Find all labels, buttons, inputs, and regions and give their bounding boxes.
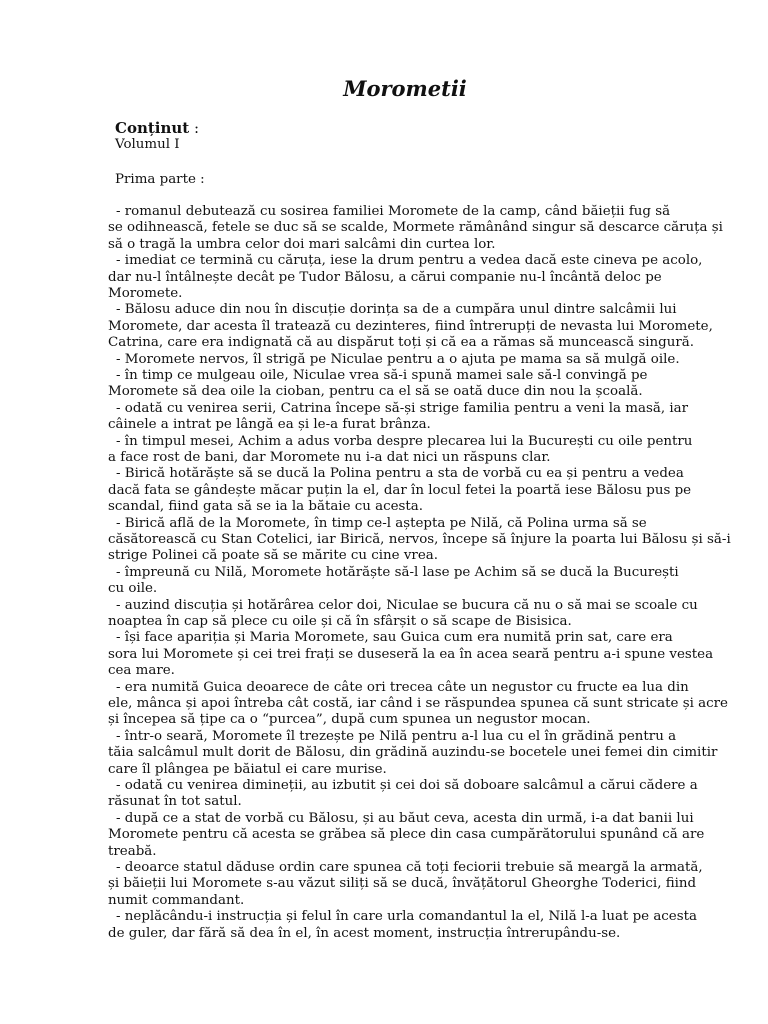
text-line: strige Polinei că poate să se mărite cu cine vrea.: [108, 548, 438, 564]
text-line: - Moromete nervos, îl strigă pe Niculae pentru a o ajuta pe mama sa să mulgă oile.: [116, 351, 680, 367]
text-line: Moromete, dar acesta îl tratează cu dezinteres, fiind întrerupți de nevasta lui Moromete,: [108, 318, 713, 334]
text-line: - împreună cu Nilă, Moromete hotărăște să-l lase pe Achim să se ducă la București: [116, 564, 679, 580]
text-line: - imediat ce termină cu căruța, iese la drum pentru a vedea dacă este cineva pe acolo,: [116, 253, 703, 269]
text-line: Moromete pentru că acesta se grăbea să plece din casa cumpărătorului spunând că are: [108, 827, 705, 843]
text-line: - în timp ce mulgeau oile, Niculae vrea să-i spună mamei sale să-l convingă pe: [116, 368, 648, 383]
text-line: de guler, dar fără să dea în el, în acest moment, instrucția întrerupându-se.: [108, 925, 621, 941]
text-line: scandal, fiind gata să se ia la bătaie cu acesta.: [108, 499, 424, 515]
text-line: care îl plângea pe băiatul ei care murise.: [108, 761, 387, 777]
text-line: și băieții lui Moromete s-au văzut siliți să se ducă, învățătorul Gheorghe Toderici, fiind: [108, 876, 697, 892]
text-line: - Birică hotărăște să se ducă la Polina pentru a sta de vorbă cu ea și pentru a vedea: [116, 466, 684, 482]
text-line: - își face apariția și Maria Moromete, sau Guica cum era numită prin sat, care era: [116, 630, 673, 646]
text-line: tăia salcâmul mult dorit de Bălosu, din grădină auzindu-se bocetele unei femei din cimitir: [108, 745, 718, 761]
text-line: treabă.: [108, 843, 157, 859]
text-line: și începea să țipe ca o “purcea”, după cum spunea un negustor mocan.: [108, 712, 591, 728]
text-line: numit commandant.: [108, 892, 245, 908]
text-line: se odihnească, fetele se duc să se scalde, Mormete rămânând singur să descarce căruța și: [108, 220, 723, 236]
text-line: dacă fata se gândește măcar puțin la el, dar în locul fetei la poartă iese Bălosu pus pe: [108, 482, 692, 498]
text-line: - Bălosu aduce din nou în discuție dorința sa de a cumpăra unul dintre salcâmii lui: [116, 302, 677, 318]
text-line: ele, mânca și apoi întreba cât costă, iar când i se răspundea spunea că sunt stricate și acre: [108, 696, 728, 711]
document-title: Morometii: [343, 76, 467, 101]
text-line: - neplăcându-i instrucția și felul în care urla comandantul la el, Nilă l-a luat pe acesta: [116, 909, 697, 925]
text-line: câinele a intrat pe lângă ea și le-a furat brânza.: [108, 417, 431, 433]
text-line: noaptea în cap să plece cu oile și că în sfârșit o să scape de Bisisica.: [108, 614, 572, 629]
text-line: Moromete.: [108, 286, 183, 301]
content-label: Conținut: [115, 119, 190, 137]
text-line: - Birică află de la Moromete, în timp ce-l aștepta pe Nilă, că Polina urma să se: [116, 515, 647, 531]
text-line: - odată cu venirea dimineții, au izbutit și cei doi să doboare salcâmul a cărui cădere a: [116, 778, 698, 793]
text-line: Moromete să dea oile la cioban, pentru ca el să se oată duce din nou la școală.: [108, 384, 643, 400]
content-heading: [115, 120, 199, 136]
text-line: a face rost de bani, dar Moromete nu i-a dat nici un răspuns clar.: [108, 450, 551, 465]
text-line: - romanul debutează cu sosirea familiei Moromete de la camp, când băieții fug să: [116, 204, 671, 219]
text-line: să o tragă la umbra celor doi mari salcâmi din curtea lor.: [108, 236, 496, 252]
part-label: Prima parte :: [115, 172, 205, 187]
text-line: Catrina, care era indignată că au dispărut toți și că ea a rămas să muncească singură.: [108, 335, 694, 351]
text-line: - deoarce statul dăduse ordin care spunea că toți feciorii trebuie să meargă la armată,: [116, 860, 703, 875]
text-line: - în timpul mesei, Achim a adus vorba despre plecarea lui la București cu oile pentru: [116, 433, 693, 449]
volume-label: Volumul I: [115, 137, 180, 152]
text-line: dar nu-l întâlnește decât pe Tudor Bălosu, a cărui companie nu-l încântă deloc pe: [108, 269, 662, 285]
text-line: sora lui Moromete și cei trei frați se duseseră la ea în acea seară pentru a-i spune vestea: [108, 646, 714, 662]
text-line: cea mare.: [108, 663, 175, 679]
text-line: căsătorească cu Stan Cotelici, iar Birică, nervos, începe să înjure la poarta lui Bălosu și să-i: [108, 532, 731, 547]
text-line: - după ce a stat de vorbă cu Bălosu, și au băut ceva, acesta din urmă, i-a dat banii lui: [116, 810, 694, 826]
text-line: cu oile.: [108, 581, 158, 597]
text-line: - era numită Guica deoarece de câte ori trecea câte un negustor cu fructe ea lua din: [116, 679, 689, 695]
text-line: - odată cu venirea serii, Catrina începe să-și strige familia pentru a veni la masă, iar: [116, 400, 688, 416]
text-line: - auzind discuția și hotărârea celor doi, Niculae se bucura că nu o să mai se scoale cu: [116, 597, 698, 613]
text-line: răsunat în tot satul.: [108, 794, 242, 810]
content-colon: :: [189, 119, 200, 137]
text-line: - într-o seară, Moromete îl trezește pe Nilă pentru a-l lua cu el în grădină pentru a: [116, 728, 677, 744]
